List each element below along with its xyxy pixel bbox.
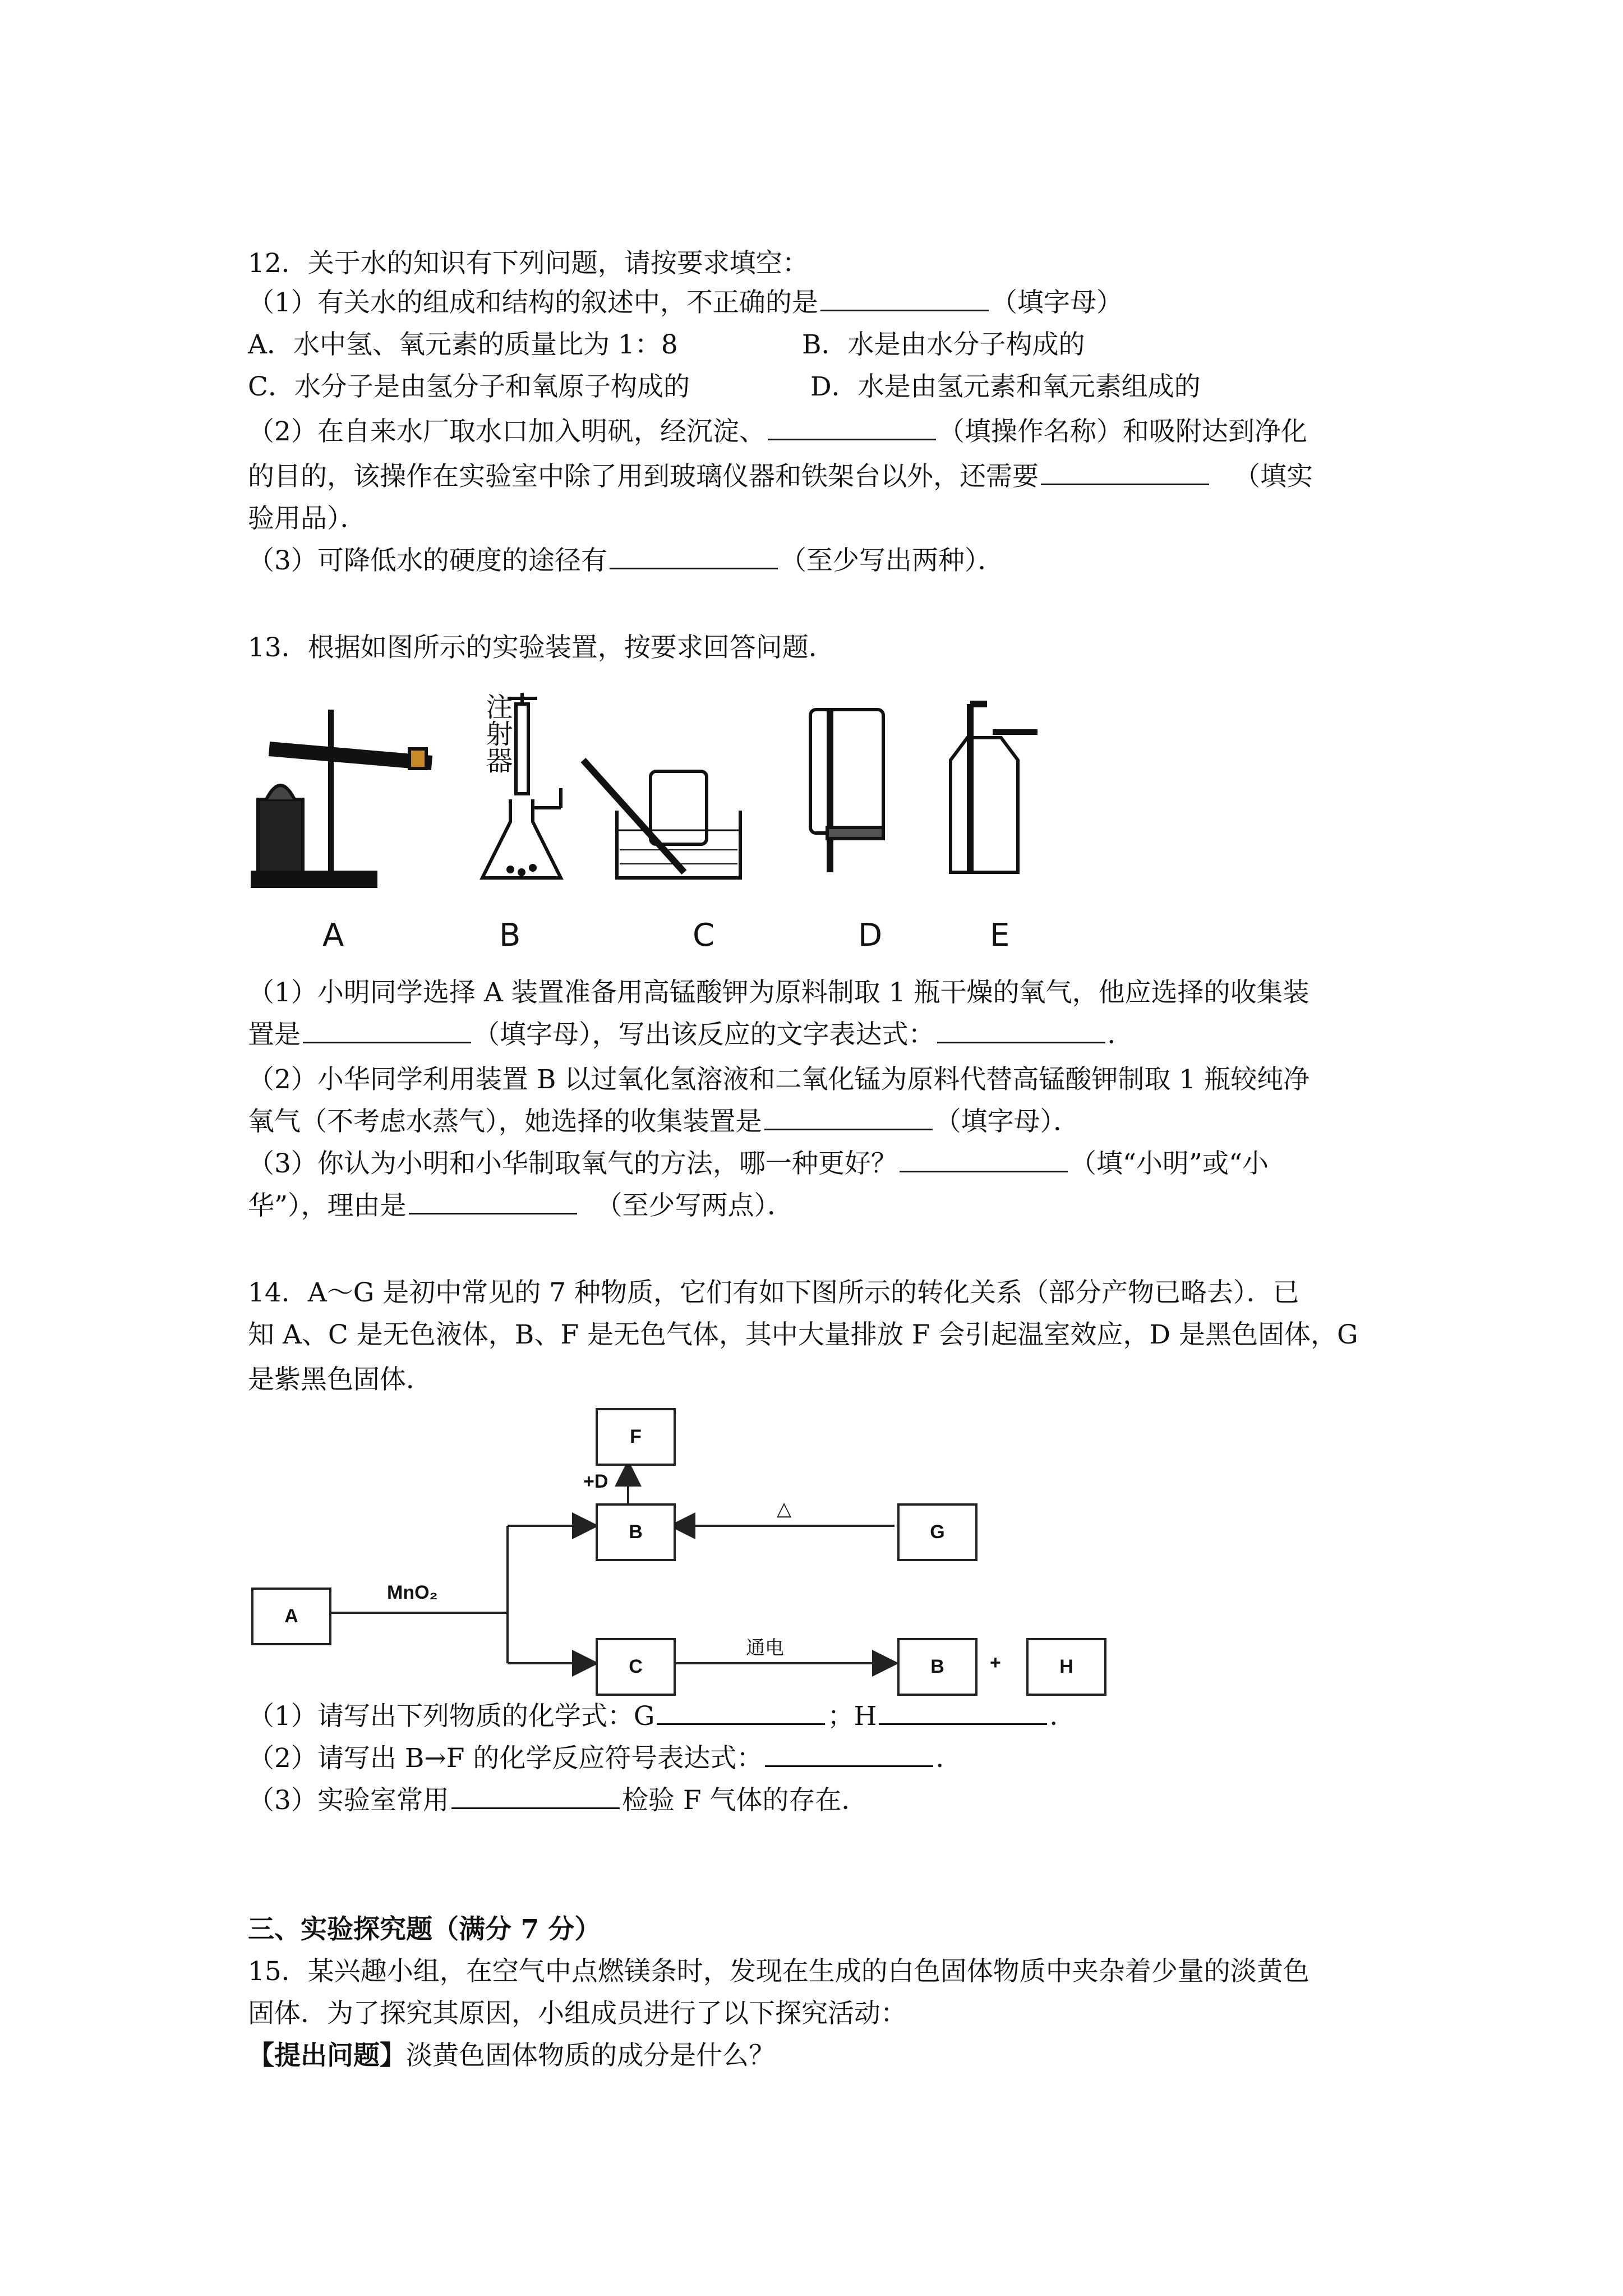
- answer-blank[interactable]: [610, 544, 778, 569]
- answer-blank[interactable]: [409, 1189, 577, 1214]
- q12-part2: （2）在自来水厂取水口加入明矾，经沉淀、 （填操作名称）和吸附达到净化: [248, 416, 1307, 447]
- plus-sign: +: [990, 1652, 1001, 1673]
- q13-title: 13．根据如图所示的实验装置，按要求回答问题．: [248, 632, 835, 663]
- label-c: C: [693, 917, 715, 954]
- flow-diagram: [241, 1402, 1116, 1717]
- syringe-label: 注射器: [481, 693, 513, 774]
- q12-title: 12．关于水的知识有下列问题，请按要求填空：: [248, 248, 809, 279]
- label-e: E: [990, 917, 1010, 954]
- q14-line-1: 14．A～G 是初中常见的 7 种物质，它们有如下图所示的转化关系（部分产物已略去）．已: [248, 1277, 1299, 1308]
- q13-part1: （1）小明同学选择 A 装置准备用高锰酸钾为原料制取 1 瓶干燥的氧气，他应选择的收集装: [248, 977, 1310, 1008]
- q14-part1: （1）请写出下列物质的化学式：G ；H ．: [248, 1701, 1076, 1732]
- q13-part2: （2）小华同学利用装置 B 以过氧化氢溶液和二氧化锰为原料代替高锰酸钾制取 1 瓶较纯净: [248, 1064, 1310, 1095]
- q12-option-a: A．水中氢、氧元素的质量比为 1：8: [248, 329, 678, 360]
- answer-blank[interactable]: [657, 1700, 825, 1725]
- answer-blank[interactable]: [303, 1018, 471, 1043]
- q14-line-3: 是紫黑色固体．: [248, 1364, 432, 1395]
- q12-part1: （1）有关水的组成和结构的叙述中，不正确的是 （填字母）: [248, 287, 1123, 318]
- label-heat: △: [777, 1498, 792, 1520]
- q13-part3: （3）你认为小明和小华制取氧气的方法，哪一种更好？ （填“小明”或“小: [248, 1148, 1269, 1179]
- apparatus-figure: [247, 687, 1043, 956]
- answer-blank[interactable]: [937, 1018, 1105, 1043]
- answer-blank[interactable]: [900, 1147, 1068, 1172]
- box-b-product: B: [897, 1638, 978, 1696]
- label-b: B: [499, 917, 521, 954]
- q15-line-3: 【提出问题】淡黄色固体物质的成分是什么？: [248, 2040, 775, 2071]
- q12-part2-cont: 的目的，该操作在实验室中除了用到玻璃仪器和铁架台以外，还需要 （填实: [248, 461, 1313, 492]
- answer-blank[interactable]: [764, 1105, 933, 1130]
- label-d: D: [858, 917, 883, 954]
- q14-line-2: 知 A、C 是无色液体，B、F 是无色气体，其中大量排放 F 会引起温室效应，D 是黑色固体，G: [248, 1319, 1358, 1350]
- apparatus-c-icon: [583, 760, 740, 878]
- apparatus-a-icon: [252, 710, 432, 886]
- apparatus-e-icon: [951, 704, 1038, 872]
- label-mno2: MnO₂: [387, 1582, 438, 1603]
- answer-blank[interactable]: [1041, 460, 1209, 485]
- q12-part3: （3）可降低水的硬度的途径有 （至少写出两种）．: [248, 545, 1004, 576]
- apparatus-d-icon: [810, 710, 883, 872]
- q13-part2-cont: 氧气（不考虑水蒸气），她选择的收集装置是 （填字母）．: [248, 1106, 1080, 1137]
- answer-blank[interactable]: [451, 1784, 620, 1809]
- q12-option-c: C．水分子是由氢分子和氧原子构成的: [248, 371, 690, 402]
- q12-option-d: D．水是由氢元素和氧元素组成的: [810, 371, 1201, 402]
- label-a: A: [322, 917, 344, 954]
- q13-part1-cont: 置是 （填字母），写出该反应的文字表达式： ．: [248, 1019, 1134, 1050]
- q12-part2-end: 验用品）．: [248, 503, 367, 534]
- q14-part3: （3）实验室常用 检验 F 气体的存在．: [248, 1785, 868, 1816]
- label-electrolysis: 通电: [746, 1637, 784, 1659]
- box-a: A: [251, 1588, 331, 1645]
- q15-line-2: 固体．为了探究其原因，小组成员进行了以下探究活动：: [248, 1998, 907, 2029]
- box-b: B: [596, 1503, 676, 1561]
- answer-blank[interactable]: [820, 286, 989, 311]
- q14-part2: （2）请写出 B→F 的化学反应符号表达式： ．: [248, 1743, 962, 1774]
- box-h: H: [1026, 1638, 1106, 1696]
- label-plus-d: +D: [583, 1471, 608, 1492]
- q12-option-b: B．水是由水分子构成的: [802, 329, 1085, 360]
- q13-part3-cont: 华”），理由是 （至少写两点）．: [248, 1190, 794, 1221]
- q15-line-1: 15．某兴趣小组，在空气中点燃镁条时，发现在生成的白色固体物质中夹杂着少量的淡黄色: [248, 1956, 1310, 1987]
- box-f: F: [596, 1408, 676, 1466]
- box-g: G: [897, 1503, 978, 1561]
- answer-blank[interactable]: [879, 1700, 1047, 1725]
- answer-blank[interactable]: [768, 415, 936, 440]
- box-c: C: [596, 1638, 676, 1696]
- answer-blank[interactable]: [765, 1742, 933, 1767]
- section-3-heading: 三、实验探究题（满分 7 分）: [248, 1914, 601, 1945]
